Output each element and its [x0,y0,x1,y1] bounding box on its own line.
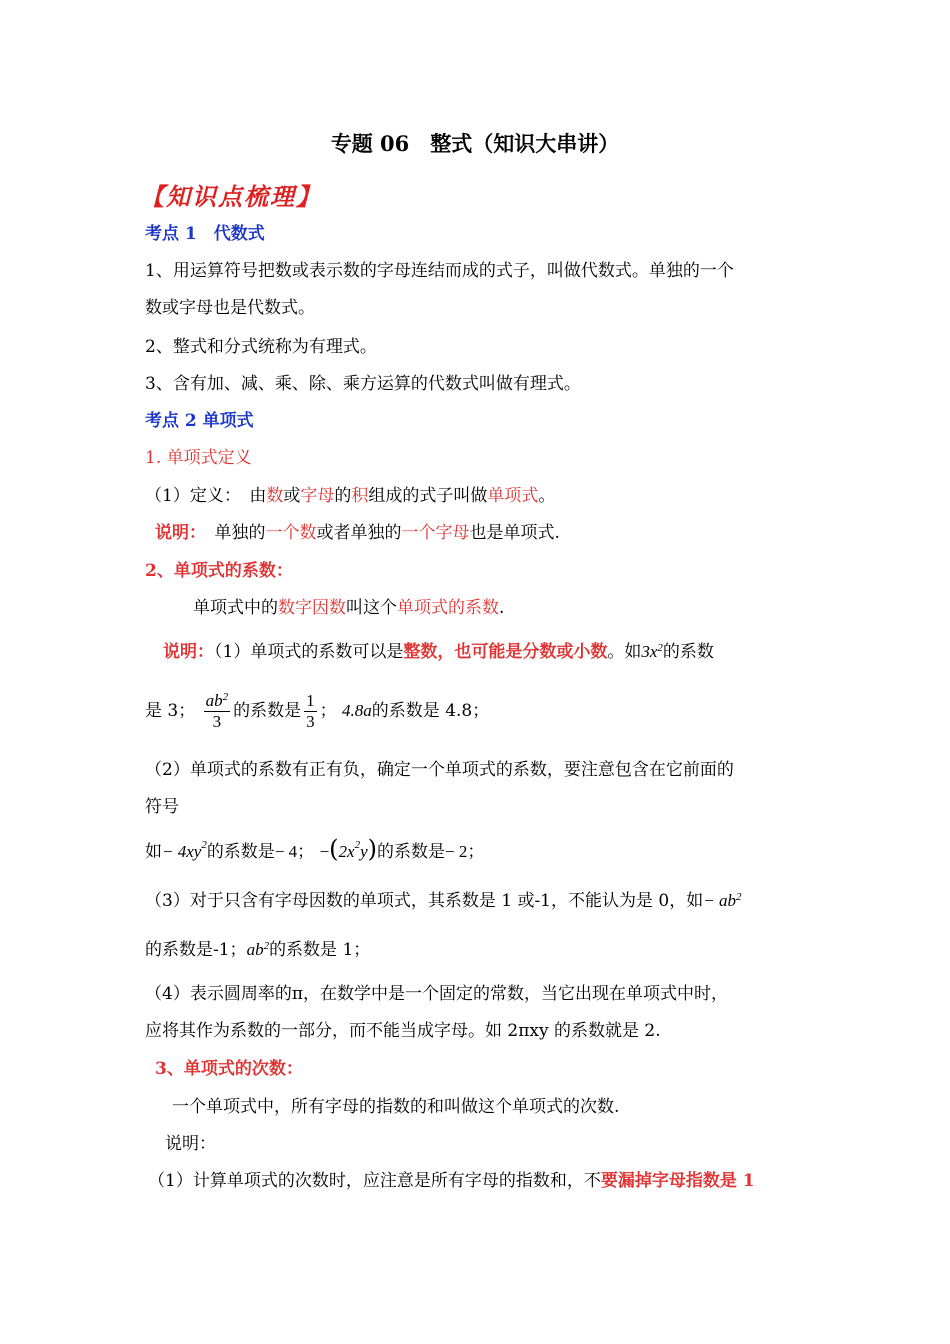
text: 是 3； [145,701,196,721]
note-1 [155,522,560,544]
text: ； [467,842,485,862]
fraction [304,691,317,732]
text: 的系数是-1； [145,940,247,960]
text: 整数，也可能是分数或小数 [403,642,608,662]
text: . [499,598,505,618]
p1-line-1: 1、用运算符号把数或表示数的字母连结而成的式子，叫做代数式。单独的一个 [145,261,734,281]
math: 3x [641,642,658,661]
example-1 [145,689,489,733]
denominator: 3 [306,712,315,731]
text: 的系数是 4.8； [371,701,490,721]
text: 一个数 [265,523,317,543]
subheading-degree: 3、单项式的次数： [155,1059,303,1079]
math: y [360,842,368,861]
definition-line [145,485,555,507]
note-2 [163,641,714,663]
text: 说明： [155,523,198,543]
heading-point-2: 考点 2 单项式 [145,411,254,431]
p1-line-4: 3、含有加、减、乘、除、乘方运算的代数式叫做有理式。 [145,374,581,394]
text: ； [319,701,337,721]
p1-line-3: 2、整式和分式统称为有理式。 [145,337,377,357]
text: 一个字母 [401,523,470,543]
fraction [204,691,231,732]
text: 的系数是 [206,842,275,862]
text: 的系数是 1； [269,940,371,960]
c4-line-1: （4）表示圆周率的π，在数学中是一个固定的常数，当它出现在单项式中时， [145,984,728,1004]
subheading-coefficient: 2、单项式的系数： [145,561,293,581]
math: − 4xy [162,842,202,861]
text: 或者单独的 [316,523,402,543]
p1-line-2: 数或字母也是代数式。 [145,298,315,318]
degree-def: 一个单项式中，所有字母的指数的和叫做这个单项式的次数. [172,1097,620,1117]
math: 2 [657,642,663,654]
math: 2x [338,842,355,861]
text: 字母 [300,486,335,506]
text: 组成的式子叫做 [368,486,488,506]
text: （1）定义： 由 [145,486,267,506]
text: 。如 [607,642,642,662]
math: − ab [703,891,736,910]
text: 。 [538,486,556,506]
math: − 2 [445,842,468,861]
denominator: 3 [212,712,222,731]
coefficient-def [193,597,504,619]
page-title: 专题 06 整式（知识大串讲） [330,131,620,156]
section-banner: 【知识点梳理】 [140,182,322,211]
text: 也是单项式. [469,523,560,543]
text: （1）单项式的系数可以是 [214,642,404,662]
text: 叫这个 [346,598,397,618]
text: 单项式的系数 [397,598,499,618]
text: 数 [266,486,284,506]
math: 2 [354,839,361,851]
heading-point-1: 考点 1 代数式 [145,224,265,244]
text: 单独的 [197,523,266,543]
text: 数字因数 [278,598,346,618]
numerator [204,691,231,712]
text: ； [297,842,315,862]
text: 单项式中的 [193,598,278,618]
math: 4.8a [342,701,372,720]
text: ab [205,691,223,710]
text: （1）计算单项式的次数时，应注意是所有字母的指数和，不 [148,1171,601,1191]
text: 或 [283,486,301,506]
c4-line-2: 应将其作为系数的一部分，而不能当成字母。如 2πxy 的系数就是 2. [145,1021,661,1041]
note-3: 说明： [165,1134,216,1154]
text: 如 [145,842,162,862]
text: 说明： [163,642,214,662]
numerator: 1 [306,691,315,710]
c2-line-2: 符号 [145,797,179,817]
math: 2 [201,839,207,851]
text: （3）对于只含有字母因数的单项式，其系数是 1 或-1，不能认为是 0，如 [145,891,704,911]
example-2 [145,835,485,863]
c2-line-1: （2）单项式的系数有正有负，确定一个单项式的系数，要注意包含在它前面的 [145,760,734,780]
math: − [319,842,330,861]
text: 积 [351,486,369,506]
text: 的 [334,486,352,506]
math: − 4 [274,842,298,861]
c3-line-1 [145,890,741,912]
text: 2 [222,691,229,703]
text: 的系数 [662,642,714,662]
text: 要漏掉字母指数是 1 [600,1171,755,1191]
text: 的系数是 [233,701,302,721]
math: 2 [735,891,742,903]
text: 的系数是 [377,842,445,862]
math: ) [367,835,377,863]
math: ab [246,940,264,959]
text: 单项式 [487,486,539,506]
math: ( [329,835,339,863]
math: 2 [263,940,270,952]
d1-line [148,1170,755,1192]
subheading-definition: 1. 单项式定义 [145,448,252,468]
c3-line-2 [145,939,370,961]
